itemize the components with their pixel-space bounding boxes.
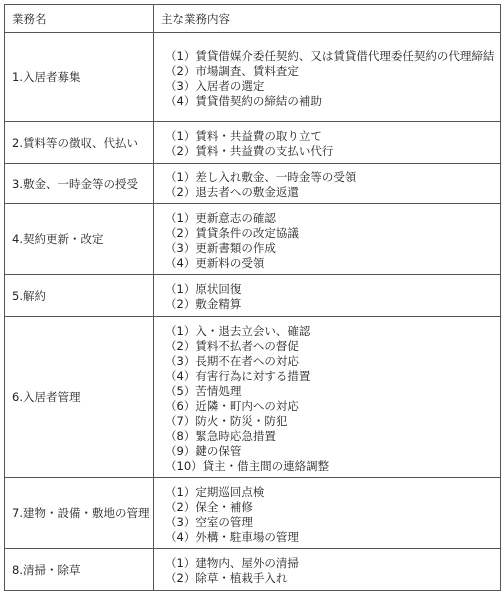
list-item: （7）防火・防災・防犯 <box>165 413 288 428</box>
category-cell: 5.解約 <box>5 275 154 317</box>
list-item: （1）賃料・共益費の取り立て <box>165 129 322 143</box>
table-row <box>5 317 501 478</box>
category-cell: 6.入居者管理 <box>5 317 154 478</box>
list-item: （3）空室の管理 <box>165 514 253 529</box>
table-row <box>5 122 501 164</box>
list-item: （1）建物内、屋外の清掃 <box>165 556 299 570</box>
category-cell: 7.建物・設備・敷地の管理 <box>5 478 154 549</box>
list-item: （4）有害行為に対する措置 <box>165 368 311 383</box>
list-item: （9）鍵の保管 <box>165 443 242 458</box>
list-item: （2）賃貸条件の改定協議 <box>165 225 299 240</box>
category-cell: 2.賃料等の徴収、代払い <box>5 122 154 164</box>
table-row <box>5 33 501 122</box>
list-item: （6）近隣・町内への対応 <box>165 398 299 413</box>
business-table <box>4 4 501 591</box>
header-main-tasks: 主な業務内容 <box>154 5 501 33</box>
table-row <box>5 275 501 317</box>
list-item: （4）賃貸借契約の締結の補助 <box>165 93 322 108</box>
table-header-row <box>5 5 501 33</box>
detail-cell <box>154 317 501 478</box>
list-item: （3）更新書類の作成 <box>165 240 276 255</box>
table-row <box>5 204 501 275</box>
table-row <box>5 164 501 204</box>
category-cell: 1.入居者募集 <box>5 33 154 122</box>
table-row <box>5 478 501 549</box>
detail-cell <box>154 164 501 204</box>
list-item: （2）退去者への敷金返還 <box>165 185 299 199</box>
detail-cell <box>154 33 501 122</box>
list-item: （8）緊急時応急措置 <box>165 428 276 443</box>
list-item: （1）定期巡回点検 <box>165 484 265 499</box>
detail-cell <box>154 122 501 164</box>
list-item: （2）賃料・共益費の支払い代行 <box>165 144 334 158</box>
content-area <box>4 4 500 591</box>
list-item: （5）苦情処理 <box>165 383 242 398</box>
list-item: （2）賃料不払者への督促 <box>165 338 299 353</box>
header-business-name: 業務名 <box>5 5 154 33</box>
list-item: （2）除草・植栽手入れ <box>165 571 288 585</box>
list-item: （4）更新料の受領 <box>165 255 265 270</box>
table-body <box>5 33 501 591</box>
detail-cell <box>154 478 501 549</box>
list-item: （3）入居者の選定 <box>165 78 265 93</box>
list-item: （2）敷金精算 <box>165 297 242 311</box>
table-row <box>5 549 501 591</box>
list-item: （1）賃貸借媒介委任契約、又は賃貸借代理委任契約の代理締結 <box>165 48 495 63</box>
list-item: （1）更新意志の確認 <box>165 210 276 225</box>
category-cell: 4.契約更新・改定 <box>5 204 154 275</box>
list-item: （3）長期不在者への対応 <box>165 353 299 368</box>
detail-cell <box>154 275 501 317</box>
category-cell: 3.敷金、一時金等の授受 <box>5 164 154 204</box>
list-item: （1）差し入れ敷金、一時金等の受領 <box>165 170 357 184</box>
list-item: （2）市場調査、賃料査定 <box>165 63 299 78</box>
detail-cell <box>154 549 501 591</box>
list-item: （10）貸主・借主間の連絡調整 <box>165 458 330 473</box>
list-item: （2）保全・補修 <box>165 499 253 514</box>
list-item: （4）外構・駐車場の管理 <box>165 529 299 544</box>
list-item: （1）入・退去立会い、確認 <box>165 323 311 338</box>
category-cell: 8.清掃・除草 <box>5 549 154 591</box>
list-item: （1）原状回復 <box>165 282 242 296</box>
detail-cell <box>154 204 501 275</box>
